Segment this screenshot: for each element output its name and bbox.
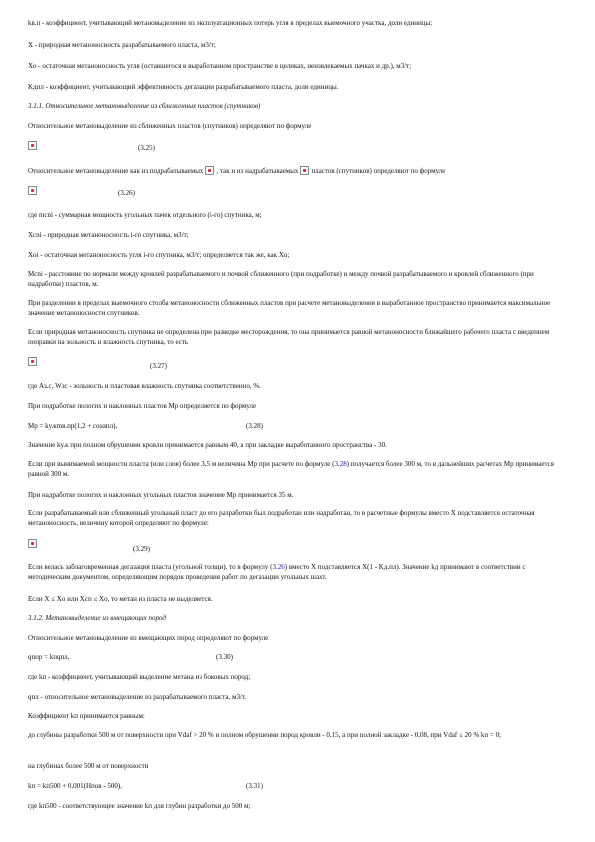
broken-image-icon (300, 166, 309, 175)
section-heading-3-1-2: 3.1.2. Метановыделение из вмещающих пород (28, 614, 166, 622)
formula-image-inline-1 (205, 166, 214, 178)
text-under-worked: Относительное метановыделение как из подрабатываемых (28, 167, 204, 175)
paragraph-max-methane: При разделении в пределах выемочного столба метаноносности сближенных пластов при расчете метановыделения в выработанное пространство принимается максимальное значение метаноносности спутников. (28, 299, 551, 317)
paragraph-pre-degassing (28, 562, 568, 582)
paragraph-under-over-worked (28, 166, 568, 178)
paragraph-satellite-intro: Относительное метановыделение из сближенных пластов (спутников) определяют по формуле (28, 122, 312, 130)
paragraph-kp500-definition: где kп500 - соответствующее значение kп для глубин разработки до 500 м; (28, 802, 251, 810)
paragraph-kp-equals: Коэффициент kп принимается равным: (28, 712, 145, 720)
paragraph-mr-undermining: При подработке пологих и наклонных пластов Mр определяется по формуле (28, 402, 257, 410)
paragraph-mcni: где mсni - суммарная мощность угольных пачек отдельного (i-го) спутника, м; (28, 211, 262, 219)
paragraph-ash-moisture: где Aз.с, Wзс - зольность и пластовая влажность спутника соответственно, %. (28, 382, 261, 390)
formula-image-3-27 (28, 357, 37, 366)
paragraph-residual-methane: Если разрабатываемый или сближенный угольный пласт до его разработки был подработан или надработан, то в расчетные формулы вместо X подставляется остаточная метаноносность, величину которой определяют по формуле: (28, 509, 535, 527)
paragraph-host-rocks-intro: Относительное метановыделение из вмещающих пород определяют по формуле (28, 634, 269, 642)
text-over-worked: , так и из надрабатываемых (216, 167, 299, 175)
text-mr-limit-a: Если при вынимаемой мощности пласта (или слоя) более 3,5 м величина Mр при расчете по формуле ( (28, 460, 335, 468)
paragraph-qpl-definition: qпл - относительное метановыделение из разрабатываемого пласта, м3/т. (28, 693, 247, 701)
equation-number-3-25: (3.25) (138, 144, 155, 152)
paragraph-kuk-value: Значение kу.к при полном обрушении кровли принимается равным 40, а при закладке выработанного пространства - 30. (28, 441, 387, 449)
paragraph-natural-methane: Если природная метаноносность спутника не определена при разведке месторождения, то она принимается равной метаноносности ближайшего рабочего пласта с введением поправки на зольность и влажность спутника, то есть (28, 328, 550, 346)
paragraph-x-definition: X - природная метаноносность разрабатываемого пласта, м3/т; (28, 41, 216, 49)
formula-image-3-26 (28, 186, 37, 195)
paragraph-kp-definition: где kп - коэффициент, учитывающий выделение метана из боковых пород; (28, 673, 251, 681)
text-layers-formula: пластов (спутников) определяют по формуле (311, 167, 446, 175)
text-pre-degassing-a: Если велась заблаговременная дегазация пласта (угольной толщи), то в формулу ( (28, 563, 273, 571)
formula-image-inline-2 (300, 166, 309, 178)
section-heading-3-1-1: 3.1.1. Относительное метановыделение из сближенных пластов (спутников) (28, 102, 261, 110)
formula-3-28: Mр = kу.кmв.пр(1,2 + cosαпл), (28, 422, 118, 430)
formula-3-31: kп = kп500 + 0,001(Hпов - 500), (28, 782, 122, 790)
paragraph-mr-overworking: При надработке пологих и наклонных угольных пластов значение Mр принимается 35 м. (28, 491, 294, 499)
equation-number-3-30: (3.30) (216, 653, 233, 661)
equation-number-3-27: (3.27) (150, 362, 167, 370)
equation-number-3-28: (3.28) (246, 422, 263, 430)
text-mr-limit-b: ) получается более 300 м, то в дальнейших расчетах Mр принимается равной 300 м. (28, 460, 554, 478)
formula-image-3-29 (28, 539, 37, 548)
link-formula-3-26[interactable]: 3.26 (272, 563, 285, 571)
equation-number-3-29: (3.29) (133, 545, 150, 553)
formula-image-3-25 (28, 141, 37, 150)
paragraph-coef-kvp: kв.п - коэффициент, учитывающий метановыделение из эксплуатационных потерь угля в пределах выемочного участка, доли единицы; (28, 19, 433, 27)
formula-3-30: qпор = kпqпл, (28, 653, 70, 661)
paragraph-kdpl-definition: Kдпл - коэффициент, учитывающий эффективность дегазации разрабатываемого пласта, доли единицы. (28, 83, 339, 91)
paragraph-xoi: Xoi - остаточная метаноносность угля i-го спутника, м3/т; определяется так же, как Xo; (28, 251, 290, 259)
link-formula-3-28[interactable]: 3.28 (334, 460, 347, 468)
paragraph-mr-limit (28, 459, 568, 479)
paragraph-distance-mcni: Mсni - расстояние по нормали между кровлей разрабатываемого и почвой сближенного (при подработке) и между почвой разрабатываемого и кровлей сближенного (при надработке) пластов, м. (28, 270, 534, 288)
equation-number-3-31: (3.31) (246, 782, 263, 790)
paragraph-xo-definition: Xo - остаточная метаноносность угля (оставшегося в выработанном пространстве в целиках, неизвлекаемых пачках и др.), м3/т; (28, 62, 412, 70)
paragraph-no-methane-condition: Если X ≤ Xo или Xсп ≤ Xo, то метан из пласта не выделяется. (28, 595, 213, 603)
broken-image-icon (205, 166, 214, 175)
paragraph-kp-values: до глубины разработки 500 м от поверхности при Vdaf > 20 % и полном обрушении пород кровли - 0,15, а при полной закладке - 0,08, при Vdaf ≤ 20 % kп = 0; (28, 731, 502, 739)
paragraph-depth-500: на глубинах более 500 м от поверхности (28, 762, 149, 770)
equation-number-3-26: (3.26) (118, 189, 135, 197)
paragraph-xcni: Xсni - природная метаноносность i-го спутника, м3/т; (28, 231, 189, 239)
text-pre-degassing-b: ) вместо X подставляется X(1 - Kд.пл). Значение kд принимают в соответствии с методическим документом, определяющим порядок проведения работ по дегазации угольных шахт. (28, 563, 526, 581)
